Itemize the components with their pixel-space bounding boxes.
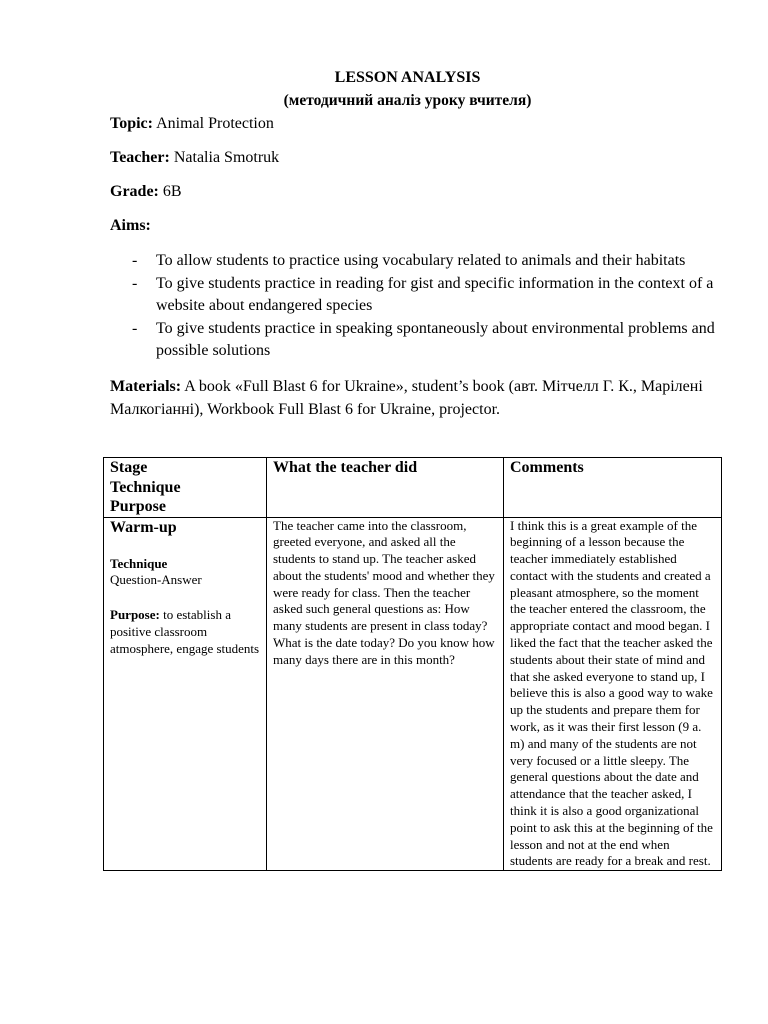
- materials-field: [110, 375, 725, 421]
- header-what-teacher-did: [267, 458, 504, 518]
- materials-value: A book «Full Blast 6 for Ukraine», student’s book (авт. Мітчелл Г. К., Марілені Малкогіанні), Workbook Full Blast 6 for Ukraine, projector.: [110, 377, 703, 418]
- stage-name: Warm-up: [110, 518, 177, 536]
- teacher-value: Natalia Smotruk: [173, 149, 280, 166]
- header-comments-label: Comments: [510, 459, 584, 476]
- bullet-dash: -: [132, 274, 138, 292]
- topic-label: Topic:: [110, 115, 153, 132]
- document-subtitle: (методичний аналіз уроку вчителя): [283, 92, 532, 109]
- topic-field: [110, 113, 725, 135]
- comments-cell: [504, 517, 722, 871]
- lesson-analysis-table: [103, 457, 722, 871]
- aims-label: Aims:: [110, 217, 151, 234]
- topic-value: Animal Protection: [156, 115, 274, 132]
- materials-label: Materials:: [110, 377, 182, 395]
- spacer: [110, 589, 260, 607]
- technique-value: Question-Answer: [110, 572, 202, 588]
- header-purpose: Purpose: [110, 498, 166, 515]
- technique-block: [110, 556, 260, 590]
- aim-text: To allow students to practice using vocabulary related to animals and their habitats: [156, 252, 686, 269]
- grade-label: Grade:: [110, 183, 159, 200]
- header-stage: Stage: [110, 459, 148, 476]
- aim-item: [110, 250, 716, 273]
- aim-item: [110, 318, 716, 363]
- grade-value: 6B: [162, 183, 182, 200]
- header-what-teacher-did-label: What the teacher did: [273, 459, 418, 476]
- technique-label: Technique: [110, 555, 168, 571]
- stage-cell: [104, 517, 267, 871]
- header-stage-technique-purpose: [104, 458, 267, 518]
- header-comments: [504, 458, 722, 518]
- teacher-did-cell: [267, 517, 504, 871]
- aim-text: To give students practice in speaking spontaneously about environmental problems and possible solutions: [156, 319, 715, 359]
- document-page: [110, 68, 725, 421]
- teacher-field: [110, 147, 725, 169]
- table-header-row: [104, 458, 722, 518]
- teacher-label: Teacher:: [110, 149, 170, 166]
- comments-text: I think this is a great example of the beginning of a lesson because the teacher immediately established contact with the students and created a pleasant atmosphere, so the moment the teacher entered the classroom, the appropriate contact and mood began. I liked the fact that the teacher asked the students about their state of mind and that she asked everyone to stand up, I believe this is also a good way to wake up the students and prepare them for work, as it was their first lesson (9 a. m) and many of the students are not very focused or a little sleepy. The general questions about the date and attendance that the teacher asked, I think it is also a good organizational point to ask this at the beginning of the lesson and not at the end when students are ready for a break and rest.: [510, 517, 713, 869]
- document-title: LESSON ANALYSIS: [334, 69, 481, 86]
- header-technique: Technique: [110, 478, 181, 496]
- grade-field: [110, 181, 725, 203]
- purpose-label: Purpose:: [110, 607, 160, 623]
- aim-item: [110, 273, 716, 318]
- teacher-did-text: The teacher came into the classroom, greeted everyone, and asked all the students to stand up. The teacher asked about the students' mood and whether they were ready for class. Then the teacher asked such general questions as: How many students are present in class today? What is the date today? Do you know how many days there are in this month?: [273, 517, 495, 667]
- purpose-value: to establish a positive classroom atmosphere, engage students: [110, 607, 260, 656]
- bullet-dash: -: [132, 252, 138, 269]
- aims-list: [110, 250, 725, 363]
- bullet-dash: -: [132, 319, 138, 337]
- spacer: [110, 538, 260, 556]
- aim-text: To give students practice in reading for gist and specific information in the context of a website about endangered species: [156, 274, 714, 314]
- purpose-block: [110, 607, 260, 657]
- table-row: [104, 517, 722, 871]
